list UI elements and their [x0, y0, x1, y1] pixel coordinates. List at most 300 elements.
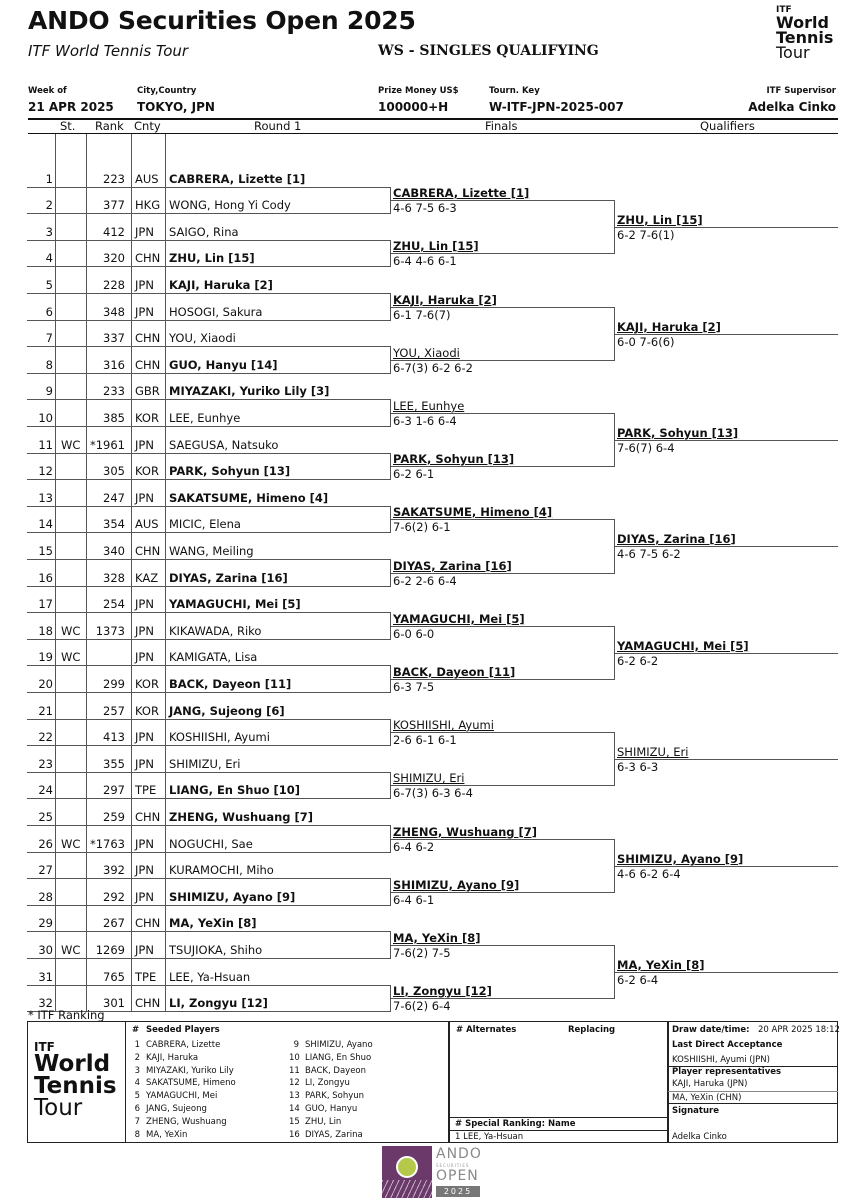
logo-tour-text: Tour: [776, 43, 810, 62]
player-name[interactable]: KIKAWADA, Riko: [169, 624, 262, 638]
finals-winner[interactable]: YOU, Xiaodi: [393, 346, 460, 360]
row-line: [27, 213, 390, 214]
player-name[interactable]: BACK, Dayeon [11]: [169, 677, 292, 691]
finals-winner[interactable]: KAJI, Haruka [2]: [393, 293, 497, 307]
draw-position: 8: [45, 358, 53, 372]
player-name[interactable]: GUO, Hanyu [14]: [169, 358, 278, 372]
special-ranking-title: # Special Ranking: Name: [455, 1119, 576, 1129]
player-name[interactable]: KOSHIISHI, Ayumi: [169, 730, 270, 744]
row-line: [27, 852, 390, 853]
row-line: [27, 399, 390, 400]
player-rank: 320: [103, 251, 125, 265]
footer-logo-tour: Tour: [34, 1095, 83, 1121]
player-rank: 257: [103, 704, 125, 718]
draw-position: 14: [38, 517, 53, 531]
finals-score: 6-4 6-1: [393, 893, 435, 907]
event-name: WS - SINGLES QUALIFYING: [378, 43, 599, 59]
player-name[interactable]: HOSOGI, Sakura: [169, 305, 263, 319]
col-cnty: Cnty: [134, 119, 161, 133]
qualifier-name[interactable]: DIYAS, Zarina [16]: [617, 532, 736, 546]
finals-score: 6-2 6-1: [393, 467, 435, 481]
finals-winner[interactable]: PARK, Sohyun [13]: [393, 452, 515, 466]
finals-winner[interactable]: MA, YeXin [8]: [393, 931, 481, 945]
player-country: KOR: [135, 677, 159, 691]
qualifier-name[interactable]: SHIMIZU, Eri: [617, 745, 689, 759]
draw-position: 1: [45, 172, 53, 186]
draw-position: 7: [45, 331, 53, 345]
player-name[interactable]: SHIMIZU, Ayano [9]: [169, 890, 296, 904]
col-qualifiers: Qualifiers: [700, 119, 755, 133]
player-rank: 297: [103, 783, 125, 797]
player-rank: 354: [103, 517, 125, 531]
player-name[interactable]: WONG, Hong Yi Cody: [169, 198, 291, 212]
seed-name: LI, Zongyu: [305, 1078, 350, 1089]
seed-number: 3: [134, 1065, 140, 1076]
reps-label: Player representatives: [672, 1067, 782, 1077]
itf-ranking-note: * ITF Ranking: [28, 1008, 105, 1022]
draw-position: 22: [38, 730, 53, 744]
seed-number: 9: [293, 1040, 299, 1050]
rep-1: KAJI, Haruka (JPN): [672, 1079, 748, 1089]
player-country: JPN: [135, 305, 154, 319]
qualifier-score: 6-3 6-3: [617, 760, 659, 774]
draw-position: 23: [38, 757, 53, 771]
row-line: [27, 878, 390, 879]
logo-world-text: World: [776, 13, 829, 32]
player-name[interactable]: KAJI, Haruka [2]: [169, 278, 273, 292]
logo-tennis-text: Tennis: [776, 28, 834, 47]
row-line: [27, 240, 390, 241]
player-country: JPN: [135, 597, 154, 611]
player-country: JPN: [135, 624, 154, 638]
qualifier-score: 7-6(7) 6-4: [617, 441, 675, 455]
qualifier-name[interactable]: PARK, Sohyun [13]: [617, 426, 739, 440]
row-line: [27, 745, 390, 746]
player-name[interactable]: WANG, Meiling: [169, 544, 254, 558]
footer-logo-cell: [27, 1021, 126, 1143]
draw-position: 15: [38, 544, 53, 558]
finals-score: 2-6 6-1 6-1: [393, 733, 457, 747]
draw-position: 10: [38, 411, 53, 425]
player-rank: 254: [103, 597, 125, 611]
seed-number: 11: [289, 1065, 300, 1076]
tour-subtitle: ITF World Tennis Tour: [28, 42, 189, 60]
seed-name: BACK, Dayeon: [305, 1065, 367, 1076]
player-country: JPN: [135, 438, 154, 452]
tennis-ball-icon: [396, 1156, 418, 1178]
seed-name: MA, YeXin: [146, 1129, 188, 1140]
special-ranking-entry: 1 LEE, Ya-Hsuan: [455, 1132, 524, 1142]
seeded-hash: #: [132, 1025, 140, 1035]
player-country: CHN: [135, 810, 161, 824]
finals-score: 6-4 6-2: [393, 840, 435, 854]
draw-date-label: Draw date/time:: [672, 1025, 750, 1035]
player-country: KOR: [135, 464, 159, 478]
tourn-key-label: Tourn. Key: [489, 86, 540, 96]
tourn-key-value: W-ITF-JPN-2025-007: [489, 100, 624, 114]
player-country: JPN: [135, 225, 154, 239]
row-line: [27, 931, 390, 932]
finals-score: 7-6(2) 7-5: [393, 946, 451, 960]
finals-winner[interactable]: LI, Zongyu [12]: [393, 984, 492, 998]
player-country: JPN: [135, 890, 154, 904]
player-name[interactable]: DIYAS, Zarina [16]: [169, 571, 288, 585]
week-value: 21 APR 2025: [28, 100, 114, 114]
player-name[interactable]: KAMIGATA, Lisa: [169, 650, 258, 664]
logo-securities: SECURITIES: [436, 1163, 470, 1168]
col-round1: Round 1: [254, 119, 302, 133]
qualifier-score: 6-2 6-4: [617, 973, 659, 987]
qualifier-score: 6-2 7-6(1): [617, 228, 675, 242]
draw-position: 11: [38, 438, 53, 452]
entry-status: WC: [61, 943, 81, 957]
player-country: JPN: [135, 837, 154, 851]
player-rank: 392: [103, 863, 125, 877]
player-name[interactable]: SHIMIZU, Eri: [169, 757, 241, 771]
logo-year: 2025: [436, 1186, 480, 1197]
player-name[interactable]: LEE, Ya-Hsuan: [169, 970, 251, 984]
player-country: TPE: [135, 783, 157, 797]
seed-name: KAJI, Haruka: [146, 1052, 199, 1063]
draw-position: 16: [38, 571, 53, 585]
player-name[interactable]: YOU, Xiaodi: [169, 331, 236, 345]
finals-score: 6-2 2-6 6-4: [393, 574, 457, 588]
draw-position: 29: [38, 916, 53, 930]
draw-position: 12: [38, 464, 53, 478]
reps-divider: [668, 1091, 838, 1092]
week-label: Week of: [28, 86, 67, 96]
logo-open: OPEN: [436, 1168, 479, 1184]
player-rank: 1269: [95, 943, 125, 957]
finals-winner[interactable]: BACK, Dayeon [11]: [393, 665, 516, 679]
row-line: [27, 187, 390, 188]
player-country: JPN: [135, 943, 154, 957]
player-country: JPN: [135, 863, 154, 877]
entry-status: WC: [61, 837, 81, 851]
player-rank: 233: [103, 384, 125, 398]
player-country: HKG: [135, 198, 161, 212]
player-rank: 223: [103, 172, 125, 186]
player-name[interactable]: PARK, Sohyun [13]: [169, 464, 291, 478]
finals-winner[interactable]: SHIMIZU, Ayano [9]: [393, 878, 520, 892]
row-line: [27, 559, 390, 560]
player-country: JPN: [135, 730, 154, 744]
qualifier-name[interactable]: SHIMIZU, Ayano [9]: [617, 852, 744, 866]
row-line: [27, 985, 390, 986]
player-country: CHN: [135, 996, 161, 1010]
player-country: JPN: [135, 757, 154, 771]
row-line: [27, 266, 390, 267]
seed-name: ZHU, Lin: [305, 1116, 342, 1127]
footer-logo-itf: ITF: [34, 1040, 55, 1054]
itf-world-tennis-tour-logo: [776, 6, 836, 60]
seed-name: SHIMIZU, Ayano: [305, 1040, 373, 1050]
finals-winner[interactable]: SHIMIZU, Eri: [393, 771, 465, 785]
player-rank: 316: [103, 358, 125, 372]
row-line: [27, 479, 390, 480]
player-country: JPN: [135, 278, 154, 292]
player-country: TPE: [135, 970, 157, 984]
draw-position: 31: [38, 970, 53, 984]
row-line: [27, 825, 390, 826]
player-country: JPN: [135, 650, 154, 664]
player-country: KOR: [135, 411, 159, 425]
player-country: KAZ: [135, 571, 159, 585]
finals-score: 7-6(2) 6-1: [393, 520, 451, 534]
player-name[interactable]: KURAMOCHI, Miho: [169, 863, 274, 877]
finals-score: 4-6 7-5 6-3: [393, 201, 457, 215]
replacing-title: Replacing: [568, 1025, 616, 1035]
seed-name: DIYAS, Zarina: [305, 1129, 363, 1140]
col-rank: Rank: [95, 119, 124, 133]
qualifier-score: 6-2 6-2: [617, 654, 659, 668]
player-name[interactable]: YAMAGUCHI, Mei [5]: [169, 597, 301, 611]
seed-number: 8: [134, 1129, 140, 1140]
finals-score: 6-7(3) 6-3 6-4: [393, 786, 473, 800]
city-value: TOKYO, JPN: [137, 100, 215, 114]
draw-position: 2: [45, 198, 53, 212]
player-name[interactable]: SAKATSUME, Himeno [4]: [169, 491, 329, 505]
tournament-title: ANDO Securities Open 2025: [28, 6, 416, 35]
seed-name: JANG, Sujeong: [146, 1104, 207, 1114]
player-rank: 305: [103, 464, 125, 478]
logo-graphic: [382, 1146, 432, 1198]
player-name[interactable]: MIYAZAKI, Yuriko Lily [3]: [169, 384, 330, 398]
player-country: AUS: [135, 172, 159, 186]
logo-itf-text: ITF: [776, 5, 792, 15]
player-rank: 1373: [95, 624, 125, 638]
seed-number: 1: [134, 1040, 140, 1050]
player-name[interactable]: ZHENG, Wushuang [7]: [169, 810, 314, 824]
rep-2: MA, YeXin (CHN): [672, 1093, 742, 1103]
seed-number: 2: [134, 1052, 140, 1063]
seed-number: 12: [289, 1078, 300, 1089]
draw-position: 17: [38, 597, 53, 611]
seed-name: MIYAZAKI, Yuriko Lily: [146, 1065, 234, 1076]
player-rank: 299: [103, 677, 125, 691]
entry-status: WC: [61, 650, 81, 664]
finals-score: 6-0 6-0: [393, 627, 435, 641]
draw-position: 4: [45, 251, 53, 265]
seed-number: 7: [134, 1116, 140, 1127]
draw-position: 28: [38, 890, 53, 904]
player-country: CHN: [135, 358, 161, 372]
row-line: [27, 293, 390, 294]
seed-number: 10: [289, 1052, 300, 1063]
player-rank: *1763: [89, 837, 125, 851]
qualifier-name[interactable]: MA, YeXin [8]: [617, 958, 705, 972]
draw-position: 30: [38, 943, 53, 957]
row-line: [27, 612, 390, 613]
player-name[interactable]: MICIC, Elena: [169, 517, 241, 531]
seed-name: LIANG, En Shuo: [305, 1052, 372, 1063]
special-divider-bottom: [449, 1130, 668, 1131]
footer-logo-world: World: [34, 1051, 111, 1077]
draw-position: 19: [38, 650, 53, 664]
qualifier-name[interactable]: YAMAGUCHI, Mei [5]: [617, 639, 749, 653]
seed-number: 13: [289, 1091, 300, 1102]
logo-ando: ANDO: [436, 1146, 482, 1162]
player-name[interactable]: LEE, Eunhye: [169, 411, 241, 425]
row-line: [27, 958, 390, 959]
alternates-title: # Alternates: [456, 1025, 517, 1035]
draw-position: 5: [45, 278, 53, 292]
player-rank: 328: [103, 571, 125, 585]
qualifier-name[interactable]: ZHU, Lin [15]: [617, 213, 703, 227]
row-line: [27, 346, 390, 347]
finals-winner[interactable]: LEE, Eunhye: [393, 399, 465, 413]
signature-value: Adelka Cinko: [672, 1132, 727, 1142]
seeded-title: Seeded Players: [146, 1025, 220, 1035]
footer-itf-logo: [34, 1041, 117, 1119]
prize-label: Prize Money US$: [378, 86, 459, 96]
row-line: [27, 320, 390, 321]
finals-score: 7-6(2) 6-4: [393, 999, 451, 1013]
player-rank: 355: [103, 757, 125, 771]
player-name[interactable]: CABRERA, Lizette [1]: [169, 172, 306, 186]
seed-name: SAKATSUME, Himeno: [146, 1078, 236, 1089]
finals-score: 6-1 7-6(7): [393, 308, 451, 322]
draw-position: 25: [38, 810, 53, 824]
player-name[interactable]: TSUJIOKA, Shiho: [169, 943, 263, 957]
draw-position: 24: [38, 783, 53, 797]
player-name[interactable]: SAIGO, Rina: [169, 225, 239, 239]
player-country: CHN: [135, 251, 161, 265]
player-rank: 413: [103, 730, 125, 744]
draw-date-value: 20 APR 2025 18:12: [758, 1025, 840, 1035]
qualifier-score: 4-6 7-5 6-2: [617, 547, 681, 561]
player-name[interactable]: SAEGUSA, Natsuko: [169, 438, 279, 452]
finals-winner[interactable]: ZHU, Lin [15]: [393, 239, 479, 253]
player-name[interactable]: MA, YeXin [8]: [169, 916, 257, 930]
draw-position: 26: [38, 837, 53, 851]
row-line: [27, 373, 390, 374]
finals-score: 6-7(3) 6-2 6-2: [393, 361, 473, 375]
finals-winner[interactable]: SAKATSUME, Himeno [4]: [393, 505, 553, 519]
player-name[interactable]: NOGUCHI, Sae: [169, 837, 253, 851]
row-line: [27, 586, 390, 587]
player-rank: 228: [103, 278, 125, 292]
seed-number: 14: [289, 1104, 300, 1114]
draw-position: 3: [45, 225, 53, 239]
row-line: [27, 665, 390, 666]
player-country: JPN: [135, 491, 154, 505]
player-rank: *1961: [89, 438, 125, 452]
entry-status: WC: [61, 624, 81, 638]
seed-number: 16: [289, 1129, 300, 1140]
player-rank: 259: [103, 810, 125, 824]
player-rank: 385: [103, 411, 125, 425]
finals-score: 6-3 1-6 6-4: [393, 414, 457, 428]
draw-position: 21: [38, 704, 53, 718]
player-rank: 765: [103, 970, 125, 984]
qualifier-name[interactable]: KAJI, Haruka [2]: [617, 320, 721, 334]
row-line: [27, 639, 390, 640]
finals-score: 6-4 4-6 6-1: [393, 254, 457, 268]
player-country: AUS: [135, 517, 159, 531]
player-rank: 292: [103, 890, 125, 904]
draw-position: 13: [38, 491, 53, 505]
lda-label: Last Direct Acceptance: [672, 1040, 783, 1050]
row-line: [27, 426, 390, 427]
seed-number: 6: [134, 1104, 140, 1114]
player-rank: 348: [103, 305, 125, 319]
finals-winner[interactable]: CABRERA, Lizette [1]: [393, 186, 530, 200]
player-country: KOR: [135, 704, 159, 718]
row-line: [27, 532, 390, 533]
finals-winner[interactable]: YAMAGUCHI, Mei [5]: [393, 612, 525, 626]
signature-label: Signature: [672, 1106, 719, 1116]
draw-position: 18: [38, 624, 53, 638]
net-icon: [382, 1180, 432, 1198]
row-line: [27, 772, 390, 773]
player-rank: 340: [103, 544, 125, 558]
header-rule-2: [28, 133, 838, 134]
special-divider-top: [449, 1117, 668, 1118]
row-line: [27, 506, 390, 507]
row-line: [27, 798, 390, 799]
row-line: [27, 905, 390, 906]
seed-name: CABRERA, Lizette: [146, 1040, 221, 1050]
seed-name: PARK, Sohyun: [305, 1091, 365, 1102]
row-line: [27, 719, 390, 720]
finals-winner[interactable]: KOSHIISHI, Ayumi: [393, 718, 494, 732]
player-name[interactable]: JANG, Sujeong [6]: [169, 704, 285, 718]
lda-value: KOSHIISHI, Ayumi (JPN): [672, 1055, 770, 1065]
seed-number: 5: [134, 1091, 140, 1102]
player-name[interactable]: ZHU, Lin [15]: [169, 251, 255, 265]
seed-number: 4: [134, 1078, 140, 1089]
col-finals: Finals: [485, 119, 518, 133]
row-line: [27, 692, 390, 693]
supervisor-label: ITF Supervisor: [766, 86, 836, 96]
seed-number: 15: [289, 1116, 300, 1127]
draw-position: 9: [45, 384, 53, 398]
player-country: CHN: [135, 331, 161, 345]
player-country: CHN: [135, 916, 161, 930]
draw-position: 32: [38, 996, 53, 1010]
player-country: GBR: [135, 384, 160, 398]
player-rank: 267: [103, 916, 125, 930]
qualifier-score: 6-0 7-6(6): [617, 335, 675, 349]
player-rank: 301: [103, 996, 125, 1010]
finals-winner[interactable]: DIYAS, Zarina [16]: [393, 559, 512, 573]
col-st: St.: [60, 119, 76, 133]
finals-score: 6-3 7-5: [393, 680, 435, 694]
draw-position: 27: [38, 863, 53, 877]
player-country: CHN: [135, 544, 161, 558]
player-rank: 412: [103, 225, 125, 239]
prize-value: 100000+H: [378, 100, 449, 114]
player-rank: 247: [103, 491, 125, 505]
finals-winner[interactable]: ZHENG, Wushuang [7]: [393, 825, 538, 839]
player-name[interactable]: LI, Zongyu [12]: [169, 996, 268, 1010]
player-rank: 377: [103, 198, 125, 212]
player-rank: 337: [103, 331, 125, 345]
qualifier-score: 4-6 6-2 6-4: [617, 867, 681, 881]
seed-name: YAMAGUCHI, Mei: [146, 1091, 218, 1102]
row-line: [27, 453, 390, 454]
ando-open-logo: [382, 1146, 482, 1198]
city-label: City,Country: [137, 86, 197, 96]
player-name[interactable]: LIANG, En Shuo [10]: [169, 783, 301, 797]
supervisor-value: Adelka Cinko: [748, 100, 836, 114]
seed-name: ZHENG, Wushuang: [146, 1116, 227, 1127]
footer-logo-tennis: Tennis: [34, 1073, 117, 1099]
entry-status: WC: [61, 438, 81, 452]
draw-position: 20: [38, 677, 53, 691]
draw-position: 6: [45, 305, 53, 319]
